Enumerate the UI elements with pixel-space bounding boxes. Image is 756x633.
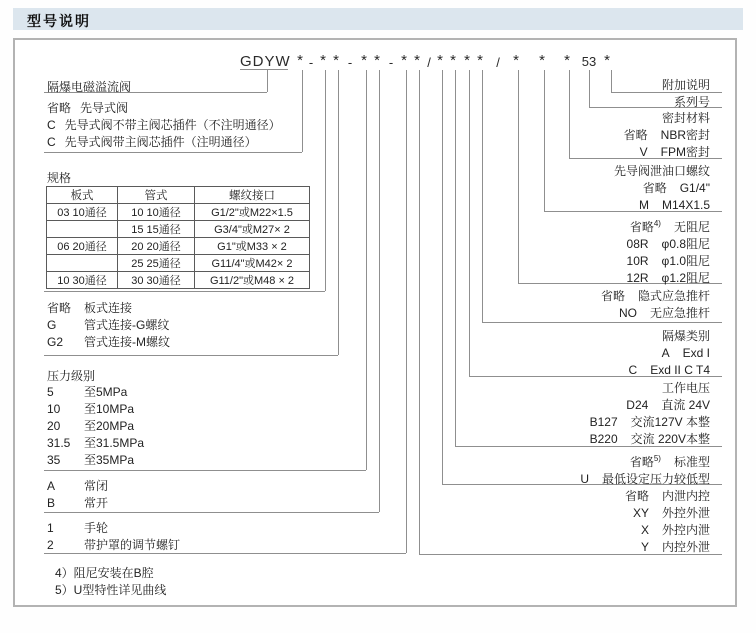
model-code-prefix: GDYW: [240, 53, 291, 70]
option-row: M M14X1.5: [638, 198, 710, 212]
option-row: 省略 G1/4": [642, 181, 710, 195]
section-pilot-type: [47, 100, 281, 151]
section-exproof-class: [629, 328, 710, 379]
connector-series: [589, 70, 590, 107]
section-title: 系列号: [673, 95, 710, 109]
model-code-dash: -: [308, 55, 314, 70]
option-row: 20 至20MPa: [47, 419, 135, 433]
table-row: 10 30通径 30 30通径 G11/2"或M48 × 2: [47, 272, 310, 289]
connector-adjust: [406, 70, 407, 553]
section-title: 密封材料: [661, 111, 710, 125]
option-row: A Exd I: [661, 346, 710, 360]
connector-control: [419, 70, 420, 554]
section-adjustment: [47, 520, 180, 554]
model-code-series-number: 53: [581, 54, 597, 69]
footnote: 4）阻尼安装在B腔: [55, 566, 154, 580]
model-code-star: *: [361, 52, 367, 69]
pressure-label: 压力级别: [47, 369, 96, 383]
connector-exproof: [469, 70, 470, 376]
connector-pilot: [302, 70, 303, 152]
option-row: 31.5 至31.5MPa: [47, 436, 145, 450]
option-row: 12R φ1.2阻尼: [626, 271, 710, 285]
model-code-star: *: [564, 52, 570, 69]
option-row: 省略 内泄内控: [624, 489, 710, 503]
section-emergency-pushrod: [601, 288, 710, 322]
connector-drain: [544, 70, 545, 211]
spec-table-label: 规格: [47, 171, 72, 185]
model-code-star: *: [374, 52, 380, 69]
model-code-star: *: [297, 52, 303, 69]
option-row: B 常开: [47, 496, 109, 510]
section-pressure-grade: [47, 384, 144, 469]
model-code-star: *: [437, 52, 443, 69]
option-row: D24 直流 24V: [626, 398, 710, 412]
section-title: 工作电压: [661, 381, 710, 395]
option-row: B127 交流127V 本整: [589, 415, 710, 429]
model-code-star: *: [450, 52, 456, 69]
leader-connect: [44, 355, 338, 356]
section-working-voltage: [590, 380, 710, 448]
model-code-star: *: [477, 52, 483, 69]
model-code-star: *: [414, 52, 420, 69]
model-code-star: *: [320, 52, 326, 69]
model-code-star: *: [513, 52, 519, 69]
connector-pushrod: [482, 70, 483, 322]
option-row: B220 交流 220V本整: [589, 432, 710, 446]
option-row: 08R φ0.8阻尼: [626, 237, 710, 251]
section-standard-type: [580, 450, 710, 488]
option-row: X 外控内泄: [640, 523, 710, 537]
model-code-star: *: [464, 52, 470, 69]
section-damping: [627, 215, 710, 287]
connector-spec: [325, 70, 326, 291]
section-connection-type: [47, 300, 170, 351]
option-row: C 先导式阀不带主阀芯插件（不注明通径）: [47, 118, 281, 132]
option-row: C Exd II C T4: [628, 363, 710, 377]
connector-voltage: [455, 70, 456, 446]
connector-standard: [442, 70, 443, 484]
option-row: 5 至5MPa: [47, 385, 128, 399]
model-code-dash: -: [347, 55, 353, 70]
model-code-star: *: [333, 52, 339, 69]
table-header-row: [47, 187, 310, 204]
table-row: 03 10通径 10 10通径 G1/2"或M22×1.5: [47, 204, 310, 221]
section-additional: [662, 77, 710, 94]
connector-pressure: [366, 70, 367, 470]
section-title: 隔爆类别: [661, 329, 710, 343]
leader-pressure: [44, 470, 366, 471]
option-row: V FPM密封: [639, 145, 710, 159]
section-title: 先导阀泄油口螺纹: [613, 164, 710, 178]
connector-mode: [379, 70, 380, 512]
option-row: 省略 板式连接: [47, 301, 133, 315]
footnote-marker: 5): [653, 454, 661, 463]
table-row: 15 15通径 G3/4"或M27× 2: [47, 221, 310, 238]
leader-pushrod: [482, 322, 722, 323]
option-row: A 常闭: [47, 479, 109, 493]
model-code-star: *: [604, 52, 610, 69]
connector-connect: [338, 70, 339, 355]
valve-name-label: 隔爆电磁溢流阀: [47, 80, 132, 94]
section-title: 附加说明: [661, 78, 710, 92]
page-title: 型号说明: [27, 13, 91, 29]
section-series: [674, 94, 710, 111]
connector-additional: [611, 70, 612, 92]
option-row: 省略 NBR密封: [623, 128, 710, 142]
model-code-star: *: [539, 52, 545, 69]
prefix-underline: [240, 69, 288, 70]
option-row: G2 管式连接-M螺纹: [47, 335, 170, 349]
table-row: 06 20通径 20 20通径 G1"或M33 × 2: [47, 238, 310, 255]
section-valve-mode: [47, 478, 108, 512]
option-row: 省略$^{4)}$ 无阻尼: [629, 219, 710, 234]
option-row: 省略$^{5)}$ 标准型: [629, 454, 710, 469]
option-row: Y 内控外泄: [640, 540, 710, 554]
option-row: 2 带护罩的调节螺钉: [47, 538, 181, 552]
col-header: 板式: [47, 187, 118, 204]
connector-damping: [518, 70, 519, 283]
section-control-drain: [625, 488, 710, 556]
leader-mode: [44, 512, 379, 513]
model-code-slash: /: [496, 55, 500, 70]
section-header-bar: [13, 8, 743, 30]
leader-spec: [44, 291, 325, 292]
connector-seal: [569, 70, 570, 158]
option-row: 10R φ1.0阻尼: [626, 254, 710, 268]
footnote-marker: 4): [653, 219, 661, 228]
option-row: 10 至10MPa: [47, 402, 135, 416]
option-row: XY 外控外泄: [632, 506, 710, 520]
section-drain-thread: [614, 163, 710, 214]
col-header: 螺纹接口: [195, 187, 310, 204]
leader-pilot: [44, 152, 302, 153]
option-row: U 最低设定压力较低型: [580, 472, 710, 486]
option-row: 1 手轮: [47, 521, 109, 535]
model-code-slash: /: [427, 55, 431, 70]
option-row: 35 至35MPa: [47, 453, 135, 467]
option-row: C 先导式阀带主阀芯插件（注明通径）: [47, 135, 257, 149]
option-row: G 管式连接-G螺纹: [47, 318, 170, 332]
col-header: 管式: [118, 187, 195, 204]
option-row: 省略 隐式应急推杆: [600, 289, 710, 303]
spec-table: [46, 186, 310, 289]
table-row: 25 25通径 G11/4"或M42× 2: [47, 255, 310, 272]
footnote: 5）U型特性详见曲线: [55, 583, 167, 597]
option-row: 省略 先导式阀: [47, 101, 129, 115]
section-seal-material: [624, 110, 710, 161]
model-code-dash: -: [388, 55, 394, 70]
model-code-star: *: [401, 52, 407, 69]
connector-valve-name: [267, 70, 268, 92]
option-row: NO 无应急推杆: [618, 306, 710, 320]
